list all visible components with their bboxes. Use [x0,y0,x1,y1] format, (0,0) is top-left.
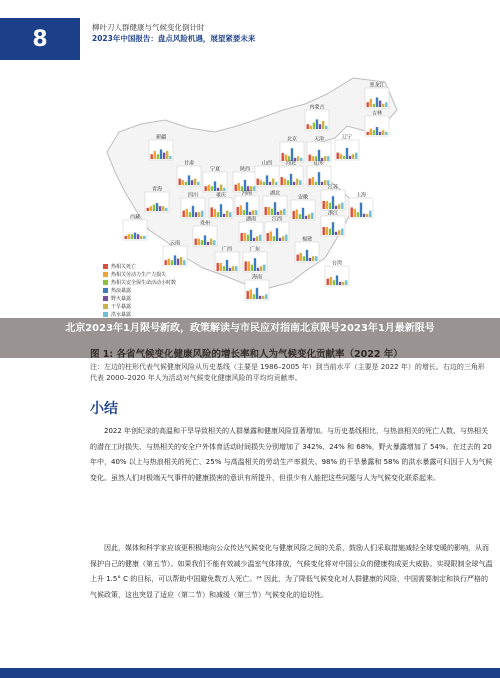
province-chart [335,134,359,161]
bar [213,240,215,245]
bar [290,174,292,185]
bar [179,179,181,185]
bar [217,212,219,217]
page-number: 8 [0,18,80,60]
bar [195,212,197,217]
legend-label: 洪水暴露 [111,312,132,318]
bar [198,239,200,245]
bar [257,179,259,185]
bar [282,153,284,161]
bar [351,207,353,217]
bar [352,154,354,159]
legend-swatch [103,288,108,293]
province-label: 西藏 [129,214,141,221]
bar [165,260,167,265]
bar [299,180,301,185]
bar [201,211,203,217]
bar [260,180,262,185]
bar [169,156,171,159]
bar [283,209,285,215]
bar [259,296,261,299]
bar [369,211,371,217]
bar [243,210,245,215]
bar [318,172,320,185]
bar [335,232,337,235]
bar [345,280,347,285]
province-label: 广东 [249,246,261,253]
bar [385,132,387,135]
province-label: 江西 [271,216,283,223]
bar [247,291,249,299]
legend-swatch [103,304,108,309]
bar [159,206,161,211]
province-label: 湖北 [269,190,281,197]
bar [229,268,231,271]
bar [297,255,299,261]
bar [249,212,251,215]
bar [263,265,265,271]
bar [299,214,301,219]
bar [315,182,317,185]
bar [208,185,210,191]
bar [217,188,219,191]
bar [340,154,342,159]
province-label: 内蒙古 [309,104,325,111]
bar [319,124,321,129]
bar [235,266,237,271]
legend-swatch [103,280,108,285]
legend-swatch [103,272,108,277]
bar [198,212,200,217]
bar [223,188,225,191]
bar [302,208,304,219]
bar [185,182,187,185]
bar [182,180,184,185]
bar [311,213,313,219]
bar [226,211,228,217]
bar [153,205,155,211]
bar [211,186,213,191]
bar [312,256,314,261]
province-label: 贵州 [199,220,211,227]
bar [363,214,365,217]
bar [232,266,234,271]
legend-swatch [103,296,108,301]
bar [343,156,345,159]
bar [250,289,252,299]
bar [342,282,344,285]
bar [324,156,326,161]
bar [341,229,343,235]
bar [337,153,339,159]
bar [322,121,324,129]
bar [300,158,302,161]
province-label: 湖南 [245,216,257,223]
bar [162,206,164,211]
bar [134,233,136,239]
bar [309,258,311,261]
bar [143,236,145,239]
bar [174,255,176,265]
bar [257,268,259,271]
bar [382,130,384,135]
bar [300,253,302,261]
bar [220,263,222,271]
bar [128,234,130,239]
bar [303,256,305,261]
bar [323,201,325,209]
province-chart [349,192,373,219]
bar [246,202,248,215]
bar [197,182,199,185]
bar [281,177,283,185]
province-label: 福建 [301,236,313,243]
province-risk-map [85,70,405,332]
bar [237,207,239,215]
bar [330,277,332,285]
bar [151,154,153,159]
bar [339,282,341,285]
bar [293,211,295,219]
bar [296,209,298,219]
bar [226,260,228,271]
bar [376,97,378,107]
bar [327,156,329,161]
bar [235,185,237,191]
bar [297,156,299,161]
province-label: 北京 [286,136,298,143]
bar [282,236,284,241]
bar [308,214,310,219]
province-label: 江苏 [327,184,339,191]
bar [177,259,179,265]
bar [214,181,216,191]
bar [260,266,262,271]
bar [154,151,156,159]
bar [276,228,278,241]
bar [214,209,216,217]
bar [183,260,185,265]
bar [244,233,246,241]
bar [131,234,133,239]
bar [229,212,231,217]
province-label: 天津 [313,136,325,143]
province-label: 甘肃 [183,160,195,167]
bar [220,204,222,217]
bar [296,179,298,185]
bar [171,260,173,265]
bar [336,275,338,285]
bar [318,150,320,161]
bar [341,203,343,209]
bar [335,206,337,209]
overlay-banner [0,318,500,358]
bar [255,210,257,215]
bar [293,182,295,185]
bar [163,153,165,159]
province-label: 河南 [241,190,253,197]
bar [338,230,340,235]
bar [165,208,167,211]
legend-label: 干旱暴露 [111,304,132,310]
bar [373,130,375,135]
summary-paragraph-2: 因此，媒体和科学家应该更积极地向公众传达气候变化与健康风险之间的关系，鼓励人们采取措施减轻全球变暖的影响，从而保护自己的健康（第五节）。如果我们不能有效减少温室气体排放，气候变化将对中国公众的健康构成更大威胁。实现限制全球气温上升 1.5° C 的目标，可以帮助中国避免数万人死亡。²⁴ 因此，为了降低气候变化对人群健康的风险，中国需要制定和执行严格的气候政策，这也突显了适应（第二节）和减缓（第三节）气候变化的迫切性。 [90,544,493,599]
page-header [0,0,500,62]
report-series-title: 柳叶刀人群健康与气候变化倒计时 [92,23,205,32]
province-label: 山西 [261,160,273,167]
section-title: 小结 [90,401,118,417]
province-label: 台湾 [331,260,343,267]
province-label: 新疆 [155,134,167,141]
bar [357,212,359,217]
bar [147,208,149,211]
province-label: 安徽 [297,194,309,201]
legend-label: 热相关死亡 [111,264,137,270]
province-label: 山东 [313,160,325,167]
bar [157,154,159,159]
legend-label: 野火暴露 [111,296,132,302]
bar [370,129,372,135]
legend-swatch [103,312,108,317]
bar [279,238,281,241]
bar [156,203,158,211]
bar [312,177,314,185]
legend-label: 热浪暴露 [111,288,132,294]
bar [272,179,274,185]
bar [251,265,253,271]
map-svg [85,70,405,332]
bar [267,233,269,241]
bar [273,236,275,241]
banner-text: 北京2023年1月限号新政，政策解读与市民应对指南北京限号2023年1月最新限号 [65,323,435,334]
bar [332,196,334,209]
bar [201,240,203,245]
bar [285,235,287,241]
bar [367,102,369,107]
province-label: 吉林 [371,110,383,117]
bar [338,204,340,209]
bar [244,180,246,191]
bar [376,127,378,135]
bar [256,236,258,241]
bar [310,126,312,129]
bar [349,156,351,159]
province-label: 海南 [251,274,263,281]
bar [291,148,293,161]
bar [309,179,311,185]
bar [238,183,240,191]
bar [210,239,212,245]
bar [192,206,194,217]
bar [241,233,243,241]
bar [332,222,334,235]
bar [306,250,308,261]
bar [180,257,182,265]
bar [326,201,328,209]
bar [274,202,276,215]
province-label: 广西 [221,246,233,253]
bar [125,236,127,239]
bar [160,149,162,159]
bar [325,126,327,129]
bar [248,261,250,271]
figure-note: 注：左边的柱形代表气候健康风险从历史基线（主要是 1986–2005 年）到当前水平（主要是 2022 年）的增长。右边的三角形代表 2000–2020 年人为活动对气候变化健康风险的平均均贡献率。 [90,363,485,382]
bar [240,205,242,215]
bar [194,179,196,185]
bar [217,263,219,271]
bar [355,153,357,159]
legend-label: 热相关劳动力生产力损失 [111,272,167,278]
bar [195,239,197,245]
footer-bar [0,668,500,678]
bar [186,209,188,217]
bar [379,101,381,107]
bar [189,212,191,217]
bar [166,151,168,159]
province-label: 四川 [187,192,199,199]
bar [271,209,273,215]
province-label: 宁夏 [209,166,221,173]
report-subtitle: 2023年中国报告：盘点风险机遇，展望紧要未来 [92,34,256,43]
bar [346,148,348,159]
bar [370,99,372,107]
bar [305,216,307,219]
bar [250,230,252,241]
bar [266,175,268,185]
bar [287,180,289,185]
bar [323,227,325,235]
bar [259,235,261,241]
bar [329,203,331,209]
bar [220,185,222,191]
province-label: 浙江 [327,210,339,217]
legend-label: 热相关安全保生命活动小时数 [111,280,177,286]
bar [270,231,272,241]
figure-legend [103,263,176,318]
province-label: 云南 [169,240,181,247]
bar [245,261,247,271]
province-label: 黑龙江 [369,82,385,89]
bar [366,214,368,217]
province-chart [325,260,349,287]
bar [252,210,254,215]
bar [284,179,286,185]
bar [316,119,318,129]
bar [268,207,270,215]
province-label: 河北 [285,160,297,167]
bar [211,207,213,217]
bar [253,294,255,299]
bar [379,132,381,135]
bar [256,288,258,299]
summary-paragraph-1: 2022 年创纪录的高温和干旱导致相关的人群暴露和健康风险显著增加。与历史基线相比，与热浪相关的死亡人数、与热相关的潜在工时损失、与热相关的安全户外体育活动时间损失分别增加了 342%、24% 和 68%，野火暴露增加了 54%。在过去的 20 年中，40% 以上与热浪相关的死亡、25% 与高温相关的劳动生产率损失、98% 的干旱暴露和 58% 的洪水暴露可归因于人为气候变化。虽然人们对极端天气事件的健康损害的意识有所提升，但很少有人能把这些问题与人为气候变化联系起来。 [90,427,493,482]
bar [329,229,331,235]
bar [262,296,264,299]
bar [269,182,271,185]
bar [327,279,329,285]
bar [265,207,267,215]
bar [385,102,387,107]
bar [360,203,362,217]
bar [307,124,309,129]
bar [183,211,185,217]
bar [253,186,255,191]
bar [205,186,207,191]
bar [280,210,282,215]
bar [354,209,356,217]
bar [324,180,326,185]
bar [275,182,277,185]
bar [263,182,265,185]
province-label: 重庆 [215,192,227,199]
bar [265,294,267,299]
bar [223,266,225,271]
bar [140,236,142,239]
bar [373,104,375,107]
bar [326,227,328,235]
bar [204,235,206,245]
bar [333,280,335,285]
bar [315,256,317,261]
province-label: 辽宁 [341,134,353,141]
bar [188,175,190,185]
bar [223,214,225,217]
bar [277,212,279,215]
bar [321,182,323,185]
province-label: 上海 [355,192,367,199]
province-label: 青海 [151,186,163,193]
legend-swatch [103,264,108,269]
bar [247,235,249,241]
bar [191,180,193,185]
bar [150,206,152,211]
bar [367,132,369,135]
bar [207,242,209,245]
bar [168,259,170,265]
bar [313,123,315,129]
province-label: 陕西 [239,166,251,173]
bar [309,155,311,161]
bar [253,238,255,241]
bar [382,104,384,107]
bar [254,258,256,271]
bar [137,234,139,239]
